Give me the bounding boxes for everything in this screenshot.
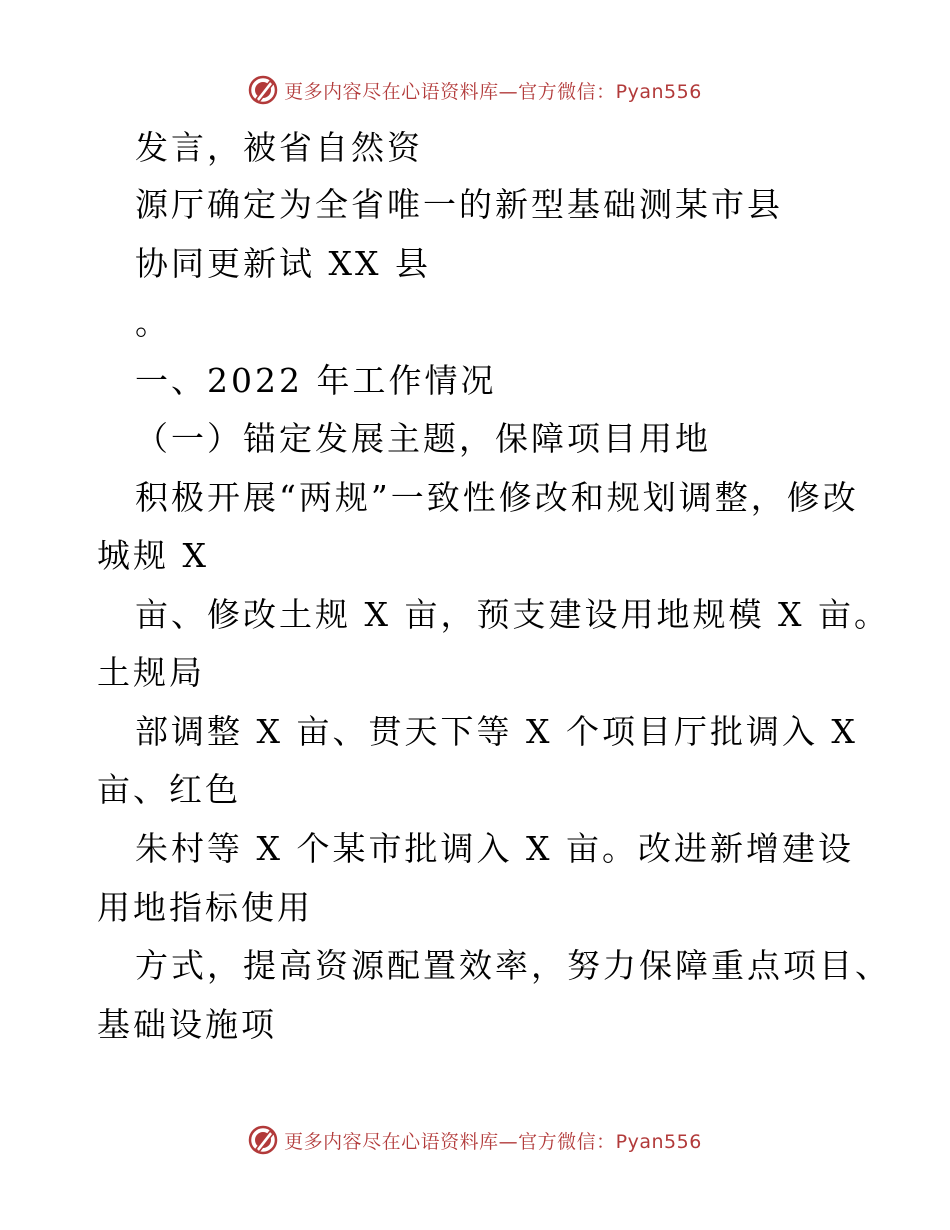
body-line-15: 方式，提高资源配置效率，努力保障重点项目、 bbox=[135, 946, 891, 985]
body-line-4: 。 bbox=[135, 303, 171, 342]
body-line-2: 源厅确定为全省唯一的新型基础测某市县 bbox=[135, 185, 783, 224]
body-line-8: 城规 X bbox=[97, 536, 209, 575]
body-line-10: 土规局 bbox=[97, 653, 205, 692]
header-watermark bbox=[0, 70, 950, 110]
body-line-16: 基础设施项 bbox=[97, 1005, 277, 1044]
body-line-7: 积极开展“两规”一致性修改和规划调整，修改 bbox=[135, 478, 859, 517]
footer-watermark bbox=[0, 1120, 950, 1160]
body-line-9: 亩、修改土规 X 亩，预支建设用地规模 X 亩。 bbox=[135, 595, 890, 634]
section-heading: 一、2022 年工作情况 bbox=[135, 361, 497, 400]
subsection-heading: （一）锚定发展主题，保障项目用地 bbox=[135, 419, 711, 458]
body-line-3: 协同更新试 XX 县 bbox=[135, 244, 431, 283]
footer-watermark-text: 更多内容尽在心语资料库—官方微信：Pyan556 bbox=[284, 1130, 702, 1153]
body-line-14: 用地指标使用 bbox=[97, 888, 313, 927]
body-line-13: 朱村等 X 个某市批调入 X 亩。改进新增建设 bbox=[135, 829, 854, 868]
pen-circle-icon bbox=[248, 75, 278, 105]
body-line-11: 部调整 X 亩、贯天下等 X 个项目厅批调入 X bbox=[135, 712, 858, 751]
body-line-12: 亩、红色 bbox=[97, 770, 241, 809]
body-line-1: 发言，被省自然资 bbox=[135, 128, 423, 167]
header-watermark-text: 更多内容尽在心语资料库—官方微信：Pyan556 bbox=[284, 80, 702, 103]
pen-circle-icon bbox=[248, 1125, 278, 1155]
